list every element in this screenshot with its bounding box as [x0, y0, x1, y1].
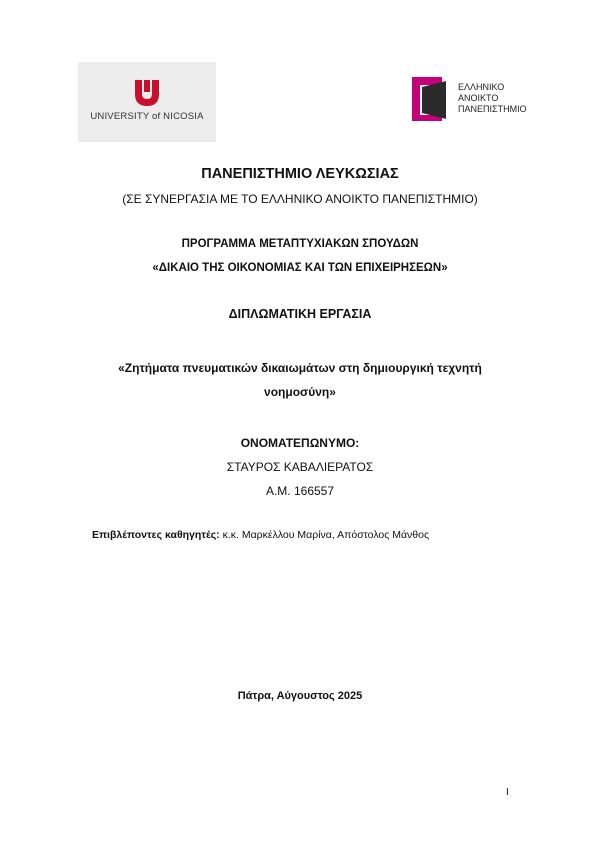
supervisors-names: κ.κ. Μαρκέλλου Μαρίνα, Απόστολος Μάνθος [219, 529, 430, 541]
program-line-2: «ΔΙΚΑΙΟ ΤΗΣ ΟΙΚΟΝΟΜΙΑΣ ΚΑΙ ΤΩΝ ΕΠΙΧΕΙΡΗΣΕΩΝ» [152, 262, 448, 274]
program-line-1: ΠΡΟΓΡΑΜΜΑ ΜΕΤΑΠΤΥΧΙΑΚΩΝ ΣΠΟΥΔΩΝ [181, 238, 419, 250]
supervisors [92, 529, 429, 541]
eap-line-1: ΕΛΛΗΝΙΚΟ [458, 82, 505, 92]
student-id: Α.Μ. 166557 [265, 484, 335, 498]
eap-line-2: ΑΝΟΙΚΤΟ [458, 93, 499, 103]
university-of-nicosia-logo [78, 62, 216, 142]
place-date: Πάτρα, Αύγουστος 2025 [237, 690, 363, 702]
cooperation-note: (ΣΕ ΣΥΝΕΡΓΑΣΙΑ ΜΕ ΤΟ ΕΛΛΗΝΙΚΟ ΑΝΟΙΚΤΟ ΠΑΝΕΠΙΣΤΗΜΙΟ) [122, 192, 478, 206]
supervisors-label: Επιβλέποντες καθηγητές: [92, 529, 220, 541]
eap-logo-text [458, 82, 527, 115]
eap-line-3: ΠΑΝΕΠΙΣΤΗΜΙΟ [458, 104, 527, 114]
thesis-type: ΔΙΠΛΩΜΑΤΙΚΗ ΕΡΓΑΣΙΑ [228, 307, 372, 321]
author-name: ΣΤΑΥΡΟΣ ΚΑΒΑΛΙΕΡΑΤΟΣ [226, 460, 374, 474]
author-label: ΟΝΟΜΑΤΕΠΩΝΥΜΟ: [240, 436, 360, 450]
hellenic-open-university-logo [412, 75, 552, 123]
unic-shield-icon [135, 80, 159, 106]
page-number: I [506, 787, 509, 798]
thesis-title-line-1: «Ζητήματα πνευματικών δικαιωμάτων στη δημιουργική τεχνητή [118, 361, 482, 375]
unic-logo-text: UNIVERSITY of NICOSIA [90, 111, 204, 122]
university-title: ΠΑΝΕΠΙΣΤΗΜΙΟ ΛΕΥΚΩΣΙΑΣ [201, 166, 399, 182]
eap-mark-icon [412, 75, 456, 123]
thesis-title-line-2: νοημοσύνη» [264, 385, 336, 399]
